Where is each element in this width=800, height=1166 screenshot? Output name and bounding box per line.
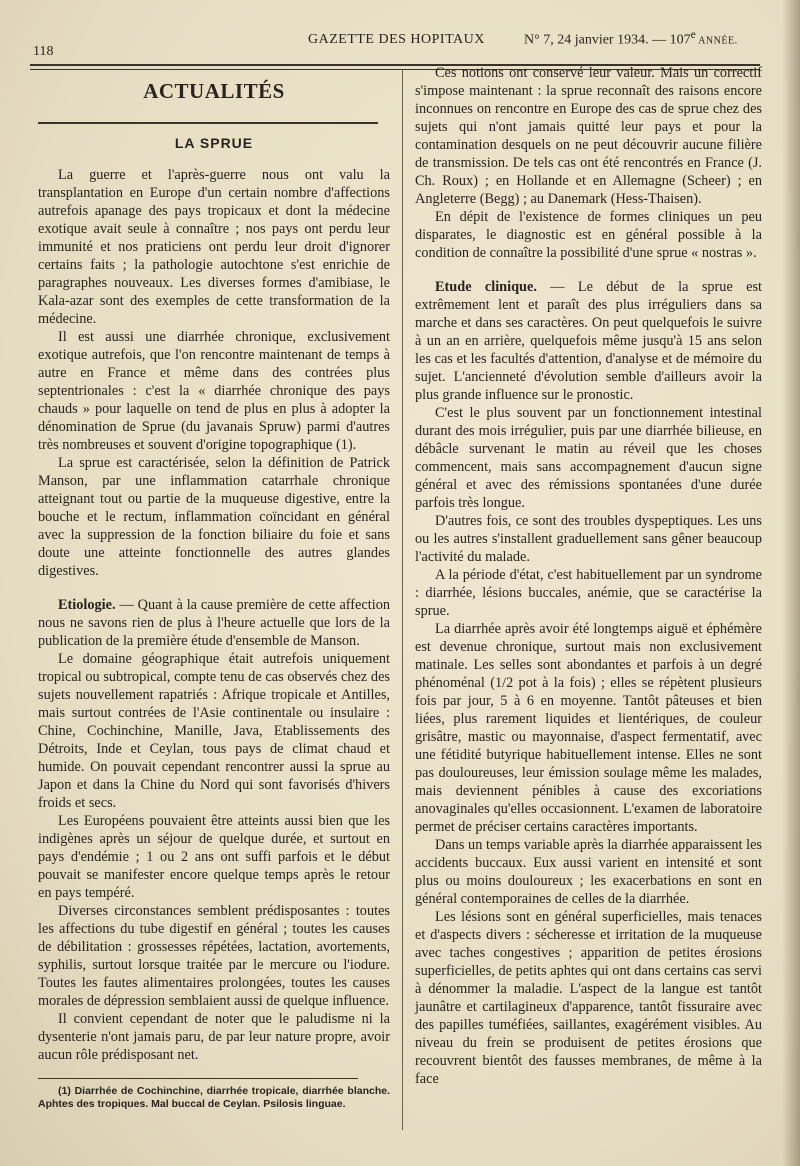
running-header	[0, 28, 800, 58]
etiologie-heading: Etiologie.	[58, 597, 116, 613]
footnote: (1) Diarrhée de Cochinchine, diarrhée tropicale, diarrhée blanche. Aphtes des tropiques. Mal buccal de Ceylan. Psilosis linguae.	[38, 1085, 390, 1110]
right-column	[415, 64, 762, 1088]
paragraph: D'autres fois, ce sont des troubles dyspeptiques. Les uns ou les autres s'installent graduellement sans gêner beaucoup l'activité du malade.	[415, 513, 762, 565]
issue-text: N° 7, 24 janvier 1934. — 107	[524, 32, 691, 48]
left-column	[38, 72, 390, 1111]
section-title: ACTUALITÉS	[143, 79, 285, 103]
issue-year-label: ANNÉE.	[695, 35, 738, 47]
clinique-text: — Le début de la sprue est extrêmement lent et paraît des plus irréguliers dans sa marche et dans ses caractères. On peut quelquefois le suivre à un an en arrière, quelquefois même jusqu'à 15 ans selon les cas et les facultés d'attention, d'analyse et de mémoire du sujet. L'ancienneté d'évolution semble d'ailleurs avoir la plus grande influence sur le pronostic.	[415, 279, 763, 403]
paragraph: La diarrhée après avoir été longtemps aiguë et éphémère est devenue chronique, surtout mais non exclusivement matinale. Les selles sont abondantes et parfois à un degré phénoménal (1/2 pot à la fois) ; elles se répètent plusieurs fois par jour, 5 à 6 en moyenne. Tantôt pâteuses et bien liées, plus rarement liquides et lientériques, de couleur grisâtre, mastic ou mayonnaise, d'aspect fermentatif, avec une fétidité butyrique habituellement intense. Elles ne sont pas douloureuses, leur émission soulage même les malades, mais deviennent pénibles à cause des excoriations anovaginales qu'elles occasionnent. L'examen de laboratoire permet de préciser certains caractères importants.	[415, 621, 762, 835]
etiologie-text: — Quant à la cause première de cette affection nous ne savons rien de plus à l'heure actuelle que lors de la publication de la première étude d'ensemble de Manson.	[38, 597, 390, 649]
issue-sup: e	[690, 28, 696, 41]
paragraph: Les Européens pouvaient être atteints aussi bien que les indigènes après un séjour de quelque durée, et surtout en pays d'endémie ; 1 ou 2 ans ont suffi parfois et le début pouvait se manifester encore quelque temps après le retour en pays tempéré.	[38, 813, 390, 901]
paragraph: Le domaine géographique était autrefois uniquement tropical ou subtropical, compte tenu de cas observés chez des sujets nouvellement rapatriés : Afrique tropicale et Antilles, mais surtout contrées de l'Asie continentale ou insulaire : Chine, Cochinchine, Manille, Java, Etablissements des Détroits, Inde et Ceylan, tous pays de climat chaud et humide. On pouvait cependant rencontrer aussi la sprue au Japon et dans la Chine du Nord qui sont favorisés d'hivers froids et secs.	[38, 651, 390, 811]
paragraph: La sprue est caractérisée, selon la définition de Patrick Manson, par une inflammation catarrhale chronique atteignant tout ou partie de la muqueuse digestive, entre la bouche et le rectum, inflammation coïncidant en général avec la suppression de la fonction biliaire du foie et sans doute une atteinte fonctionnelle des autres glandes digestives.	[38, 455, 390, 579]
paragraph: A la période d'état, c'est habituellement par un syndrome : diarrhée, lésions buccales, anémie, que se caractérise la sprue.	[415, 567, 762, 619]
paragraph: En dépit de l'existence de formes cliniques un peu disparates, le diagnostic est en général possible à la condition de connaître la possibilité d'une sprue « nostras ».	[415, 209, 762, 261]
spacer	[415, 262, 762, 278]
paragraph: Diverses circonstances semblent prédisposantes : toutes les affections du tube digestif en général ; toutes les causes de débilitation : grossesses répétées, lactation, avortements, syphilis, surtout lorsque traitée par le mercure ou l'iodure. Toutes les fautes alimentaires prolongées, toutes les causes morales de dépression semblaient aussi de quelque influence.	[38, 903, 390, 1009]
page-edge-shadow	[782, 0, 800, 1166]
paragraph: Dans un temps variable après la diarrhée apparaissent les accidents buccaux. Eux aussi varient en intensité et sont plus ou moins douloureux ; les exacerbations en sont en général contemporaines de celles de la diarrhée.	[415, 837, 762, 907]
journal-title: GAZETTE DES HOPITAUX	[308, 32, 485, 47]
clinique-heading: Etude clinique.	[435, 279, 537, 295]
paragraph: Il convient cependant de noter que le paludisme ni la dysenterie n'ont jamais paru, de par leur nature propre, avoir aucun rôle prédisposant net.	[38, 1011, 390, 1063]
footnote-rule	[38, 1078, 358, 1079]
paragraph: La guerre et l'après-guerre nous ont valu la transplantation en Europe d'un certain nombre d'affections autrefois apanage des pays tropicaux et dont la médecine exotique avait seule à connaître ; nos pays ont perdu leur immunité et nos praticiens ont perdu leur droit d'ignorer certains faits ; la pathologie autochtone s'est enrichie de paragraphes nouveaux. Les diverses formes d'amibiase, le Kala-azar sont des exemples de cette transformation de la médecine.	[38, 167, 390, 327]
page-number: 118	[33, 44, 54, 59]
column-divider	[402, 70, 403, 1130]
paragraph: C'est le plus souvent par un fonctionnement intestinal durant des mois irrégulier, puis par une diarrhée bilieuse, en débâcle survenant le matin au réveil que les choses commencent, mais sans accompagnement d'aucun signe général et avec des rémissions spontanées d'une durée parfois très longue.	[415, 405, 762, 511]
paragraph-clinique	[415, 278, 762, 404]
paragraph: Les lésions sont en général superficielles, mais tenaces et d'aspects divers : sécheresse et irritation de la muqueuse avec taches congestives ; apparition de petites érosions superficielles, de petits aphtes qui ont dans certains cas servi à dénommer la maladie. L'aspect de la langue est tantôt jaunâtre et cartilagineux d'apparence, tantôt fissuraire avec des papilles tuméfiées, saillantes, exagérément visibles. Au niveau du frein se produisent de petites érosions que recouvrent bientôt des fausses membranes, de même à la face	[415, 909, 762, 1087]
article-subtitle: LA SPRUE	[174, 135, 254, 151]
paragraph: Il est aussi une diarrhée chronique, exclusivement exotique autrefois, que l'on rencontre maintenant de temps à autre en France et même dans des contrées plus septentrionales : c'est la « diarrhée chronique des pays chauds » pour laquelle on tend de plus en plus à adopter la dénomination de Sprue (du javanais Spruw) parmi d'autres très nombreuses et souvent d'origine topographique (1).	[38, 329, 390, 453]
paragraph: Ces notions ont conservé leur valeur. Mais un correctif s'impose maintenant : la sprue reconnaît des raisons encore inconnues on rencontre en Europe des cas de sprue chez des sujets qui n'ont jamais quitté leur pays et pour la contamination desquels on ne peut découvrir aucune filière de transmission. De tels cas ont été rencontrés en France (J. Ch. Roux) ; en Hollande et en Allemagne (Scheer) ; en Angleterre (Begg) ; au Danemark (Hess-Thaisen).	[415, 65, 762, 207]
paragraph-etiologie	[38, 596, 390, 650]
issue-info	[524, 28, 738, 49]
spacer	[38, 580, 390, 596]
title-rule	[38, 122, 378, 124]
